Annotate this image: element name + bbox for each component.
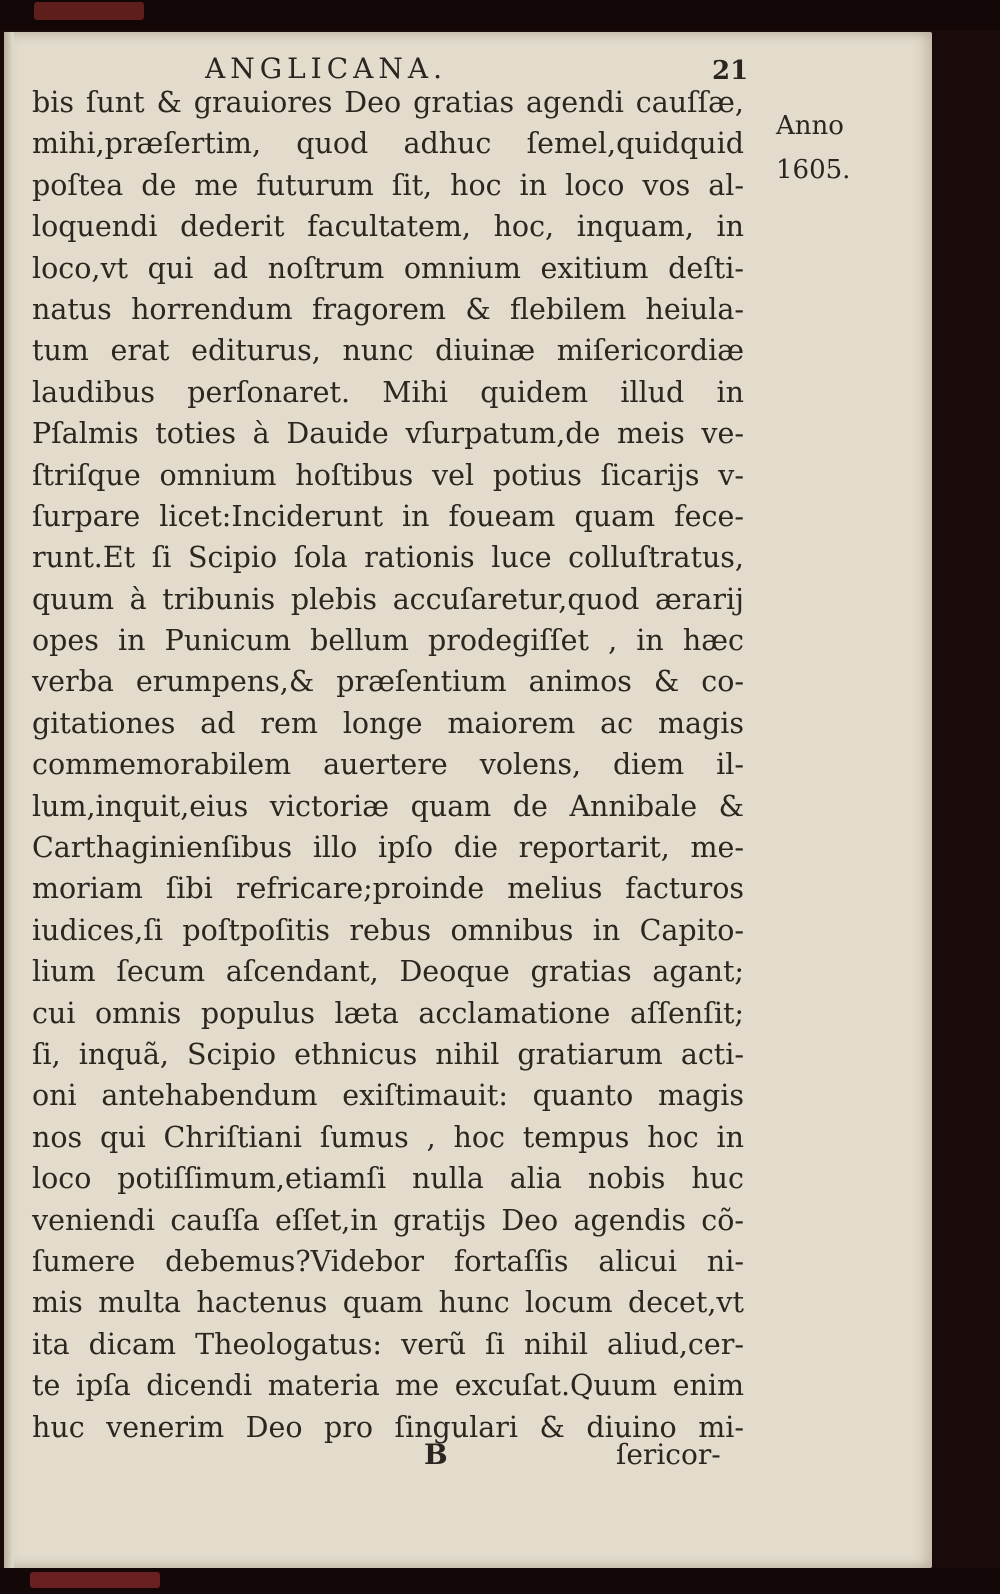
text-line: runt.Et ſi Scipio ſola rationis luce colluſtratus, xyxy=(32,541,744,575)
text-line: bis ſunt & grauiores Deo gratias agendi cauſſæ, xyxy=(32,86,744,119)
text-line: Carthaginienſibus illo ipſo die reportarit, me- xyxy=(32,831,744,865)
running-head: ANGLICANA. xyxy=(205,52,448,85)
text-line: loco,vt qui ad noſtrum omnium exitium deſti- xyxy=(32,251,744,285)
text-line: poſtea de me futurum ſit, hoc in loco vos al- xyxy=(32,168,744,202)
text-line: opes in Punicum bellum prodegiſſet , in hæc xyxy=(32,624,744,658)
page-number: 21 xyxy=(712,56,749,86)
text-line: lium ſecum aſcendant, Deoque gratias agant; xyxy=(32,955,744,989)
text-line: quum à tribunis plebis accuſaretur,quod ærarij xyxy=(32,582,744,616)
text-line: nos qui Chriſtiani ſumus , hoc tempus hoc in xyxy=(32,1120,744,1154)
text-line: ſumere debemus?Videbor fortaſſis alicui ni- xyxy=(32,1244,744,1278)
catchword: ſericor- xyxy=(616,1438,721,1471)
text-line: lum,inquit,eius victoriæ quam de Annibale & xyxy=(32,789,744,823)
body-text xyxy=(32,82,744,1448)
text-line: ſi, inquã, Scipio ethnicus nihil gratiarum acti- xyxy=(32,1037,744,1071)
text-line: tum erat editurus, nunc diuinæ miſericordiæ xyxy=(32,334,744,368)
page-gutter-shadow xyxy=(4,32,14,1568)
text-line: laudibus perſonaret. Mihi quidem illud in xyxy=(32,375,744,409)
text-line: huc venerim Deo pro ſingulari & diuino mi- xyxy=(32,1410,744,1444)
text-line: ſurpare licet:Inciderunt in foueam quam fece- xyxy=(32,499,744,533)
text-line: mis multa hactenus quam hunc locum decet,vt xyxy=(32,1286,744,1320)
text-line: loco potiſſimum,etiamſi nulla alia nobis huc xyxy=(32,1162,744,1196)
margin-note-value: 1605. xyxy=(776,155,851,185)
text-line: mihi,præſertim, quod adhuc ſemel,quidquid xyxy=(32,127,744,161)
text-line: natus horrendum fragorem & flebilem heiula- xyxy=(32,292,744,326)
margin-note-label: Anno xyxy=(776,111,844,141)
book-edge-top xyxy=(0,0,1000,30)
text-line: veniendi cauſſa eſſet,in gratijs Deo agendis cõ- xyxy=(32,1203,744,1237)
signature-mark: B xyxy=(424,1438,448,1471)
text-line: commemorabilem auertere volens, diem il- xyxy=(32,748,744,782)
text-line: moriam ſibi refricare;proinde melius facturos xyxy=(32,872,744,906)
text-line: cui omnis populus læta acclamatione aſſenſit; xyxy=(32,996,744,1030)
text-line: loquendi dederit facultatem, hoc, inquam, in xyxy=(32,210,744,244)
text-line: te ipſa dicendi materia me excuſat.Quum enim xyxy=(32,1369,744,1403)
text-line: iudices,ſi poſtpoſitis rebus omnibus in Capito- xyxy=(32,913,744,947)
text-line: gitationes ad rem longe maiorem ac magis xyxy=(32,706,744,740)
text-line: oni antehabendum exiſtimauit: quanto magis xyxy=(32,1079,744,1113)
text-line: verba erumpens,& præſentium animos & co- xyxy=(32,665,744,699)
binding-ornament-bottom xyxy=(30,1572,160,1588)
text-line: ſtriſque omnium hoſtibus vel potius ſicarijs v- xyxy=(32,458,744,492)
text-line: ita dicam Theologatus: verũ ſi nihil aliud,cer- xyxy=(32,1327,744,1361)
margin-note-year xyxy=(776,104,876,192)
text-line: Pſalmis toties à Dauide vſurpatum,de meis ve- xyxy=(32,417,744,451)
binding-ornament-top xyxy=(34,2,144,20)
